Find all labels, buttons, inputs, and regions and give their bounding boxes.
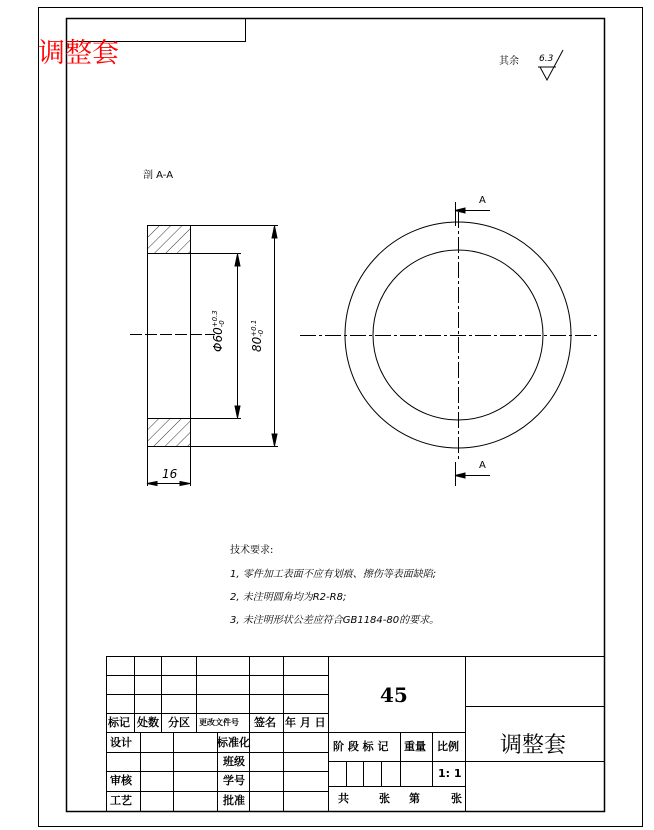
rev-header: 年 月 日 bbox=[285, 716, 326, 729]
roughness-label: 其余 bbox=[499, 56, 519, 67]
tech-req-item: 1, 零件加工表面不应有划痕、擦伤等表面缺陷; bbox=[230, 569, 437, 580]
section-label: 剖 A-A bbox=[143, 170, 174, 181]
section-mark-top: A bbox=[479, 195, 486, 206]
outer-diameter-dim: 80 +0.1 -0 bbox=[250, 319, 265, 352]
rev-header: 更改文件号 bbox=[199, 718, 239, 727]
rev-header: 签名 bbox=[254, 716, 276, 729]
student-id-label: 学号 bbox=[223, 774, 245, 787]
corner-title: 调整套 bbox=[38, 38, 119, 69]
review-label: 审核 bbox=[110, 774, 132, 787]
weight-label: 重量 bbox=[404, 740, 426, 753]
sheet-no-label: 第 bbox=[409, 792, 420, 805]
width-dim: 16 bbox=[162, 467, 178, 481]
sheets-label: 张 bbox=[379, 792, 390, 805]
section-view bbox=[130, 225, 278, 486]
outer-border bbox=[39, 8, 643, 827]
tech-req-item: 2, 未注明圆角均为R2-R8; bbox=[230, 592, 347, 603]
total-label: 共 bbox=[338, 792, 349, 805]
stage-mark-label: 阶 段 标 记 bbox=[333, 740, 389, 753]
inner-diameter-dim: Φ60 +0.3 -0 bbox=[211, 310, 226, 352]
section-mark-bottom: A bbox=[479, 460, 486, 471]
sheets-label-2: 张 bbox=[451, 792, 462, 805]
scale-label: 比例 bbox=[437, 740, 459, 753]
scale-value: 1: 1 bbox=[438, 767, 462, 780]
process-label: 工艺 bbox=[110, 794, 132, 807]
tech-req-title: 技术要求: bbox=[230, 545, 274, 556]
rev-header: 标记 bbox=[108, 716, 130, 729]
approve-label: 批准 bbox=[223, 794, 245, 807]
standardize-label: 标准化 bbox=[217, 736, 250, 749]
design-label: 设计 bbox=[110, 736, 132, 749]
front-view bbox=[300, 202, 597, 486]
part-name: 调整套 bbox=[500, 733, 567, 758]
tech-req-item: 3, 未注明形状公差应符合GB1184-80的要求。 bbox=[230, 615, 440, 626]
roughness-value: 6.3 bbox=[539, 54, 554, 64]
class-label: 班级 bbox=[223, 755, 245, 768]
material: 45 bbox=[380, 683, 408, 707]
rev-header: 处数 bbox=[137, 716, 159, 729]
rev-header: 分区 bbox=[168, 716, 190, 729]
